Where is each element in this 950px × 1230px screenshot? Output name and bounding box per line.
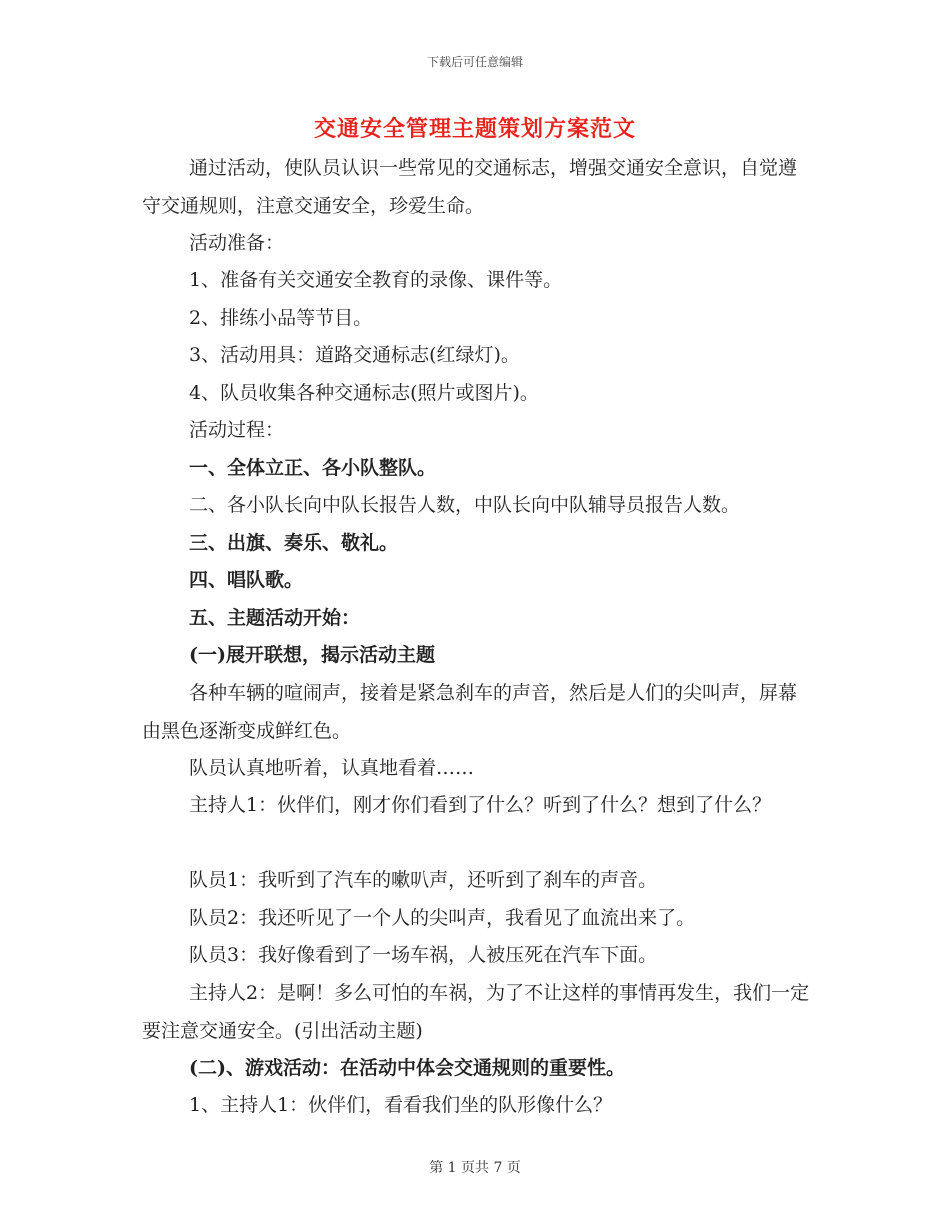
- paragraph-game-1: 1、主持人1：伙伴们，看看我们坐的队形像什么？: [189, 1094, 613, 1116]
- paragraph-member-1: 队员1：我听到了汽车的嗽叭声，还听到了刹车的声音。: [189, 869, 658, 891]
- paragraph-process-heading: 活动过程：: [189, 419, 285, 441]
- paragraph-step-1: 一、全体立正、各小队整队。: [189, 457, 437, 479]
- paragraph-section-2-heading: (二)、游戏活动：在活动中体会交通规则的重要性。: [189, 1057, 625, 1079]
- page-footer: 第 1 页共 7 页: [429, 1160, 521, 1176]
- paragraph-step-2: 二、各小队长向中队长报告人数，中队长向中队辅导员报告人数。: [189, 494, 741, 516]
- paragraph-step-4: 四、唱队歌。: [189, 569, 304, 591]
- paragraph-prep-heading: 活动准备：: [189, 232, 285, 254]
- paragraph-step-5: 五、主题活动开始：: [189, 607, 361, 629]
- paragraph-member-3: 队员3：我好像看到了一场车祸，人被压死在汽车下面。: [189, 944, 658, 966]
- paragraph-prep-3: 3、活动用具：道路交通标志(红绿灯)。: [189, 344, 520, 366]
- paragraph-host-1: 主持人1：伙伴们，刚才你们看到了什么？听到了什么？想到了什么？: [189, 794, 772, 816]
- document-title: 交通安全管理主题策划方案范文: [313, 116, 636, 142]
- paragraph-member-2: 队员2：我还听见了一个人的尖叫声，我看见了血流出来了。: [189, 907, 696, 929]
- page-header: 下载后可任意编辑: [426, 55, 523, 69]
- paragraph-host-2: 主持人2：是啊！多么可怕的车祸，为了不让这样的事情再发生，我们一定要注意交通安全。(引出活动主题): [142, 982, 810, 1042]
- paragraph-section-1-heading: (一)展开联想，揭示活动主题: [189, 644, 435, 666]
- paragraph-prep-2: 2、排练小品等节目。: [189, 307, 373, 329]
- paragraph-intro: 通过活动，使队员认识一些常见的交通标志，增强交通安全意识，自觉遵守交通规则，注意交通安全，珍爱生命。: [142, 157, 798, 217]
- paragraph-prep-4: 4、队员收集各种交通标志(照片或图片)。: [189, 382, 539, 404]
- paragraph-listen: 队员认真地听着，认真地看着……: [189, 757, 475, 779]
- paragraph-prep-1: 1、准备有关交通安全教育的录像、课件等。: [189, 269, 563, 291]
- paragraph-scene: 各种车辆的喧闹声，接着是紧急刹车的声音，然后是人们的尖叫声，屏幕由黑色逐渐变成鲜红色。: [142, 682, 798, 742]
- paragraph-step-3: 三、出旗、奏乐、敬礼。: [189, 532, 399, 554]
